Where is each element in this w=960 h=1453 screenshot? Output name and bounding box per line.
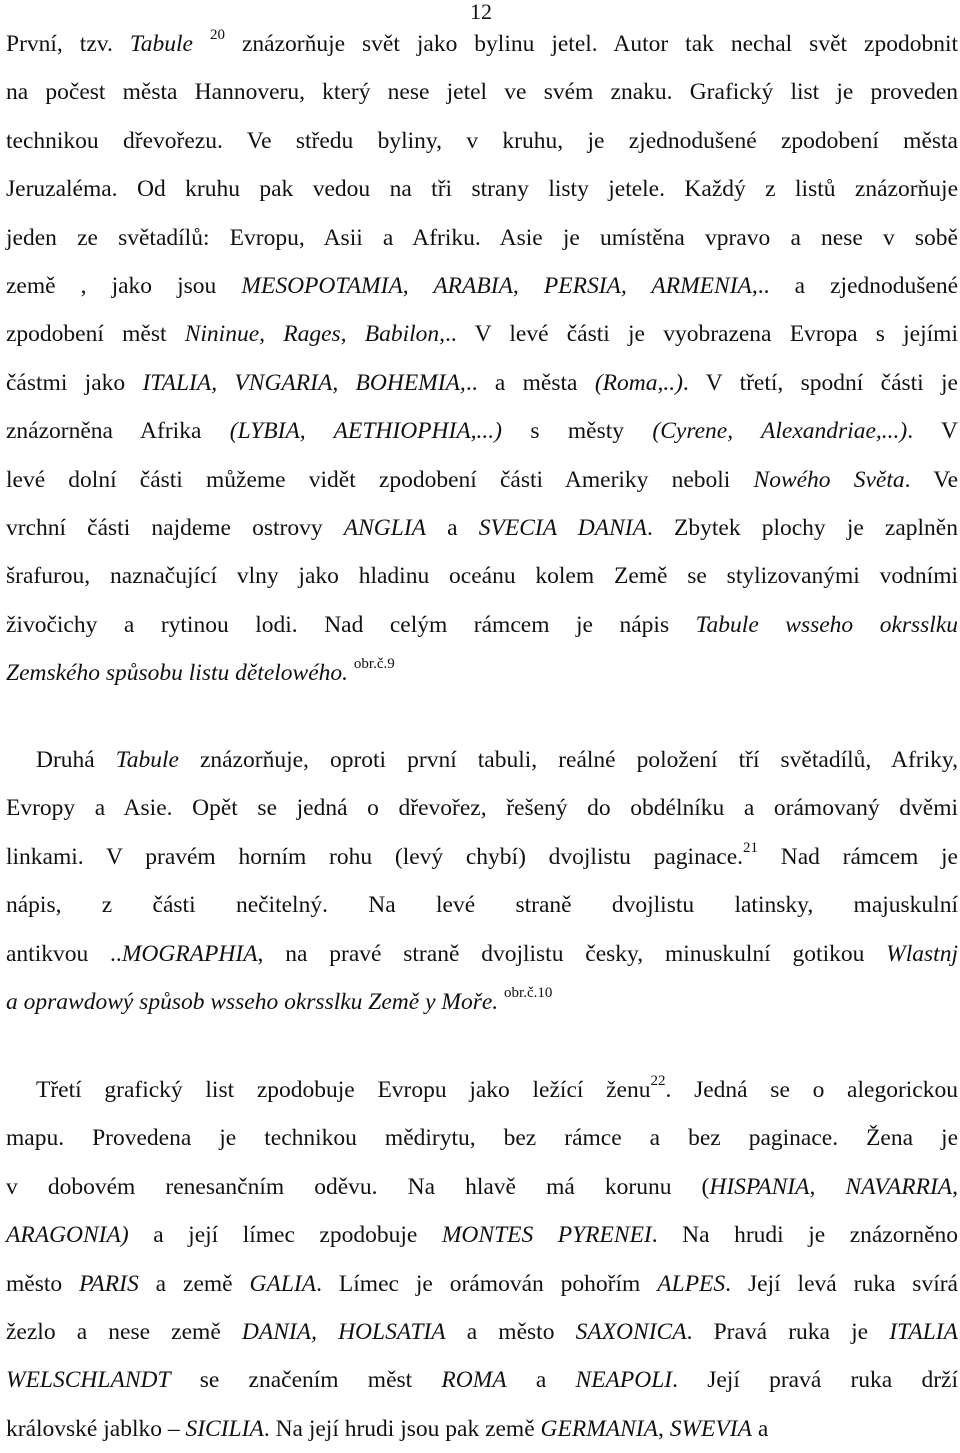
text-segment: královské jablko – — [6, 1415, 186, 1442]
italic-text: GERMANIA — [540, 1415, 658, 1442]
text-segment: ,.. a zjednodušené — [751, 273, 959, 300]
text-line — [6, 1211, 958, 1259]
text-line — [6, 1066, 958, 1114]
paragraph-1 — [6, 20, 958, 698]
text-segment: linkami. V pravém horním rohu (levý chybí) dvojlistu paginace. — [6, 843, 744, 870]
text-line — [6, 601, 958, 649]
text-segment: znázorněna Afrika — [6, 418, 230, 445]
italic-text: MESOPOTAMIA, ARABIA, PERSIA, ARMENIA — [241, 273, 752, 300]
text-line — [6, 978, 958, 1026]
text-segment: . Na hrudi je znázorněno — [651, 1222, 958, 1249]
italic-text: WELSCHLANDT — [6, 1367, 171, 1394]
text-segment: žezlo a nese země — [6, 1319, 242, 1346]
text-segment: vrchní části najdeme ostrovy — [6, 515, 344, 542]
text-line — [6, 1405, 958, 1453]
italic-text: GALIA — [249, 1270, 317, 1297]
italic-text: MOGRAPHIA — [121, 940, 258, 967]
text-segment: Evropy a Asie. Opět se jedná o dřevořez, řešený do obdélníku a orámovaný dvěmi — [6, 795, 958, 822]
text-segment: země , jako jsou — [6, 273, 242, 300]
italic-text: PARIS — [79, 1270, 139, 1297]
italic-text: (Roma,..) — [594, 369, 683, 396]
text-line — [6, 262, 958, 310]
italic-text: Zemského spůsobu listu dětelowého. — [6, 660, 349, 687]
footnote-ref: obr.č.10 — [504, 985, 553, 1002]
text-line — [6, 310, 958, 358]
text-line — [6, 833, 958, 881]
text-segment: v dobovém renesančním oděvu. Na hlavě má korunu ( — [6, 1173, 710, 1200]
text-segment: a — [506, 1367, 576, 1394]
text-line — [6, 20, 958, 68]
text-segment: antikvou .. — [6, 940, 122, 967]
text-segment: a — [751, 1415, 769, 1442]
text-segment: . Její levá ruka svírá — [725, 1270, 958, 1297]
italic-text: ANGLIA — [343, 515, 427, 542]
text-segment: levé dolní části můžeme vidět zpodobení části Ameriky neboli — [6, 466, 754, 493]
paragraph-3 — [6, 1066, 958, 1453]
text-segment: a její límec zpodobuje — [128, 1222, 442, 1249]
text-segment: s městy — [502, 418, 653, 445]
text-segment: a město — [445, 1319, 576, 1346]
italic-text: SWEVIA — [669, 1415, 752, 1442]
italic-text: ARAGONIA) — [6, 1222, 129, 1249]
text-segment: město — [6, 1270, 80, 1297]
italic-text: SVECIA DANIA — [478, 515, 647, 542]
italic-text: (LYBIA, AETHIOPHIA,...) — [229, 418, 502, 445]
footnote-ref: 20 — [209, 27, 225, 43]
text-segment: šrafurou, naznačující vlny jako hladinu oceánu kolem Země se stylizovanými vodními — [6, 563, 958, 590]
italic-text: ROMA — [441, 1367, 507, 1394]
text-segment: a — [426, 515, 479, 542]
text-segment: se značením měst — [170, 1367, 442, 1394]
text-line — [6, 214, 958, 262]
footnote-ref: 21 — [743, 839, 759, 856]
italic-text: MONTES PYRENEI — [441, 1222, 652, 1249]
italic-text: SAXONICA — [575, 1319, 687, 1346]
text-segment: Jeruzaléma. Od kruhu pak vedou na tři strany listy jetele. Každý z listů znázorňuje — [6, 176, 958, 203]
text-segment: Nad rámcem je — [758, 843, 958, 870]
text-segment: .. V levé části je vyobrazena Evropa s jejími — [445, 321, 958, 348]
footnote-ref: obr.č.9 — [353, 656, 395, 673]
text-segment: zpodobení měst — [6, 321, 185, 348]
text-segment: mapu. Provedena je technikou mědirytu, bez rámce a bez paginace. Žena je — [6, 1125, 958, 1152]
text-line — [6, 930, 958, 978]
italic-text: Nowého Světa — [753, 466, 905, 493]
text-line — [6, 784, 958, 832]
text-line — [6, 1163, 958, 1211]
italic-text: a oprawdowý spůsob wsseho okrsslku Země y Moře. — [6, 989, 499, 1016]
italic-text: ITALIA — [889, 1319, 958, 1346]
text-line — [6, 881, 958, 929]
text-segment: . Pravá ruka je — [686, 1319, 890, 1346]
text-line — [6, 165, 958, 213]
text-segment: nápis, z části nečitelný. Na levé straně dvojlistu latinsky, majuskulní — [6, 892, 958, 919]
text-segment: , — [657, 1415, 670, 1442]
text-line — [6, 68, 958, 116]
italic-text: Wlastnj — [886, 940, 958, 967]
italic-text: Nininue, Rages, Babilon, — [184, 321, 446, 348]
page-number: 12 — [470, 0, 492, 24]
text-line — [6, 649, 958, 697]
text-line — [6, 736, 958, 784]
text-segment: Třetí grafický list zpodobuje Evropu jako ležící ženu — [36, 1077, 651, 1103]
text-line — [6, 1356, 958, 1404]
text-segment: znázorňuje svět jako bylinu jetel. Autor tak nechal svět zpodobnit — [224, 31, 959, 57]
italic-text: ALPES — [657, 1270, 726, 1297]
text-line — [6, 456, 958, 504]
text-segment: technikou dřevořezu. Ve středu byliny, v kruhu, je zjednodušené zpodobení města — [6, 127, 958, 154]
text-segment: . Na její hrudi jsou pak země — [263, 1415, 541, 1442]
text-segment: . Zbytek plochy je zaplněn — [646, 515, 958, 542]
text-segment: Druhá — [36, 747, 116, 773]
italic-text: NEAPOLI — [575, 1367, 673, 1394]
text-segment: . V — [907, 418, 959, 445]
text-segment: živočichy a rytinou lodi. Nad celým rámcem je nápis — [6, 611, 696, 638]
text-line — [6, 117, 958, 165]
text-line — [6, 407, 958, 455]
text-segment: a země — [138, 1270, 250, 1297]
footnote-ref: 22 — [650, 1073, 666, 1089]
text-line — [6, 504, 958, 552]
text-segment — [193, 31, 210, 57]
text-segment: . Límec je orámován pohořím — [316, 1270, 658, 1297]
italic-text: Tabule wsseho okrsslku — [695, 611, 959, 638]
text-line — [6, 1308, 958, 1356]
text-segment: První, tzv. — [6, 31, 130, 57]
italic-text: DANIA, HOLSATIA — [241, 1319, 446, 1346]
italic-text: Tabule — [129, 31, 193, 57]
text-segment: . V třetí, spodní části je — [682, 369, 958, 396]
text-segment: , na pravé straně dvojlistu česky, minuskulní gotikou — [257, 940, 887, 967]
text-segment: částmi jako — [6, 369, 143, 396]
text-line — [6, 359, 958, 407]
text-segment: .. a města — [465, 369, 595, 396]
paragraph-2 — [6, 736, 958, 1026]
italic-text: HISPANIA, NAVARRIA, — [709, 1173, 959, 1200]
italic-text: Tabule — [115, 747, 179, 773]
italic-text: ITALIA, VNGARIA, BOHEMIA, — [142, 369, 466, 396]
text-segment: jeden ze světadílů: Evropu, Asii a Afriku. Asie je umístěna vpravo a nese v sobě — [6, 224, 958, 251]
text-segment: . Ve — [904, 466, 959, 493]
italic-text: SICILIA — [185, 1415, 264, 1442]
text-segment: na počest města Hannoveru, který nese jetel ve svém znaku. Grafický list je proveden — [6, 79, 958, 106]
text-line — [6, 1260, 958, 1308]
text-line — [6, 552, 958, 600]
text-segment: znázorňuje, oproti první tabuli, reálné položení tří světadílů, Afriky, — [178, 747, 959, 773]
text-segment: . Její pravá ruka drží — [672, 1367, 958, 1394]
text-segment: . Jedná se o alegorickou — [665, 1077, 958, 1103]
text-line — [6, 1114, 958, 1162]
italic-text: (Cyrene, Alexandriae,...) — [652, 418, 908, 445]
